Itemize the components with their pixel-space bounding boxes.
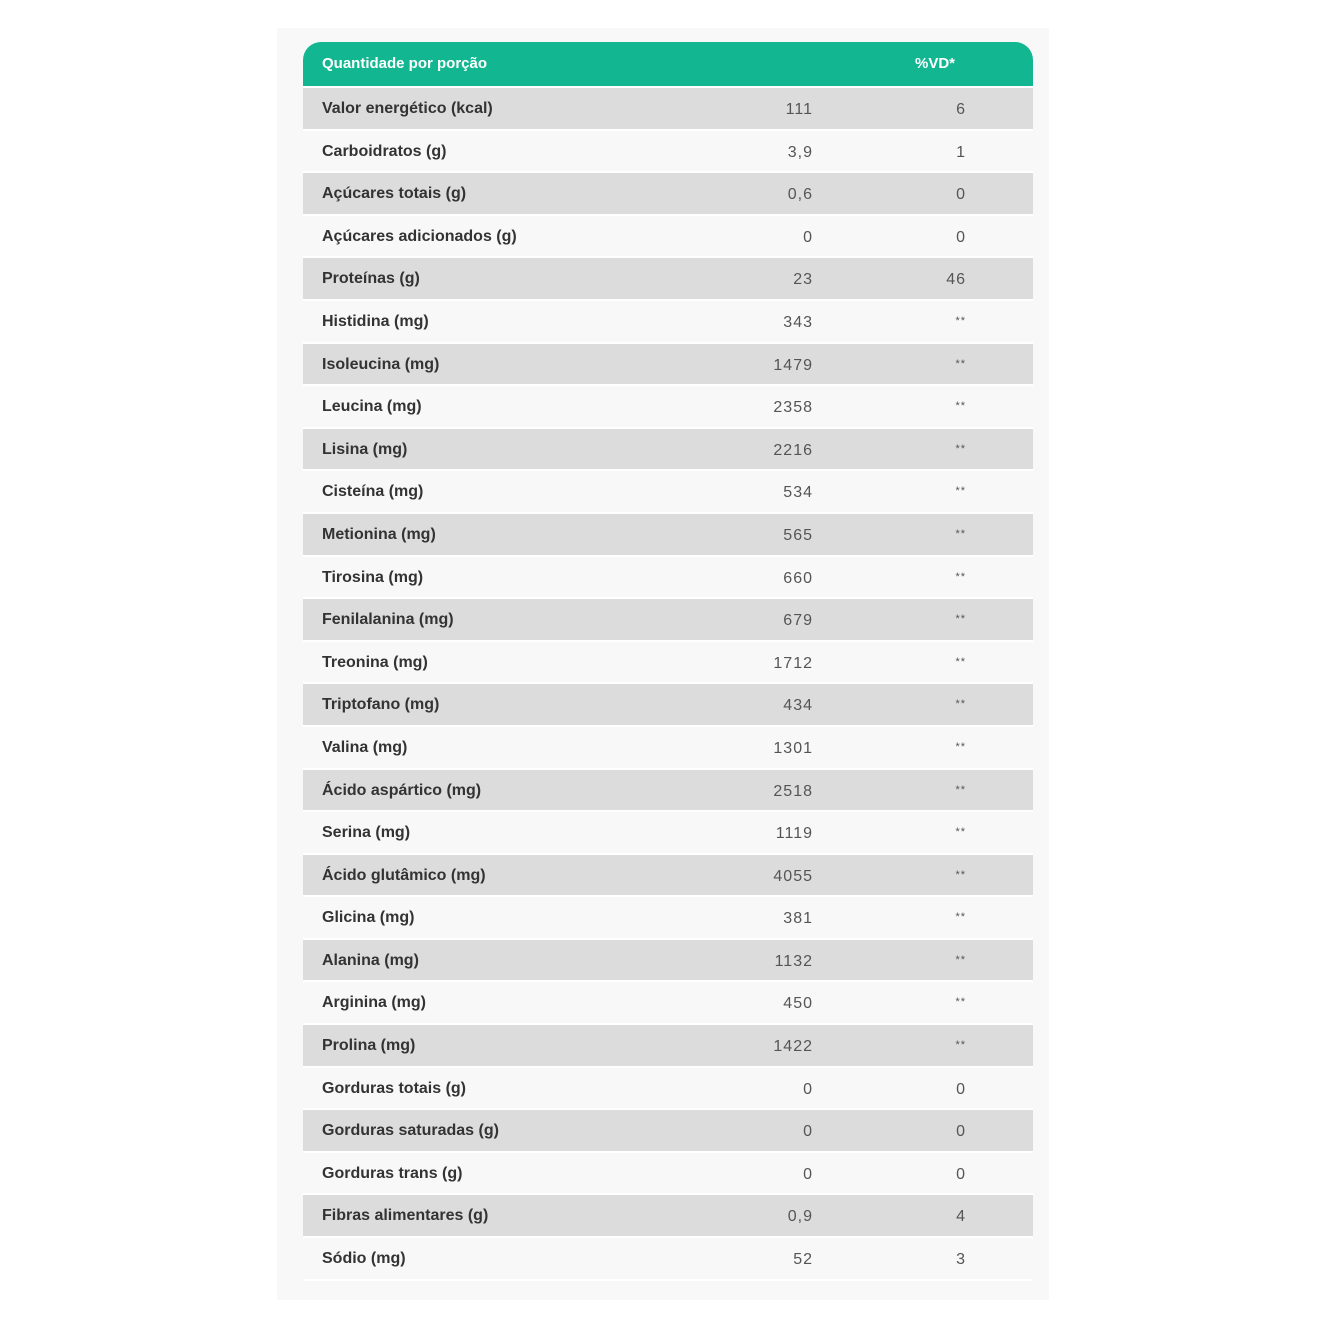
nutrient-daily-value: ** bbox=[955, 740, 966, 753]
nutrient-amount: 534 bbox=[783, 484, 813, 502]
nutrient-name: Açúcares adicionados (g) bbox=[322, 227, 517, 245]
nutrient-daily-value: ** bbox=[955, 655, 966, 668]
nutrient-daily-value: ** bbox=[955, 868, 966, 881]
nutrient-name: Valor energético (kcal) bbox=[322, 100, 493, 117]
nutrient-name: Arginina (mg) bbox=[322, 994, 426, 1012]
nutrient-name: Fibras alimentares (g) bbox=[322, 1207, 489, 1225]
table-row bbox=[303, 940, 1033, 983]
nutrient-daily-value: ** bbox=[955, 442, 966, 455]
nutrient-daily-value: ** bbox=[955, 613, 966, 626]
nutrient-daily-value: ** bbox=[955, 826, 966, 839]
nutrient-name: Ácido aspártico (mg) bbox=[322, 781, 482, 799]
table-row bbox=[303, 1068, 1033, 1111]
nutrient-amount: 4055 bbox=[773, 867, 813, 885]
nutrient-daily-value: ** bbox=[955, 783, 966, 796]
nutrient-name: Açúcares totais (g) bbox=[322, 185, 467, 203]
nutrient-daily-value: ** bbox=[955, 357, 966, 370]
nutrient-amount: 0 bbox=[803, 228, 813, 246]
table-row bbox=[303, 344, 1033, 387]
nutrient-daily-value: 0 bbox=[956, 1165, 966, 1183]
nutrient-daily-value: 0 bbox=[956, 186, 966, 204]
table-row bbox=[303, 1110, 1033, 1153]
table-row bbox=[303, 216, 1033, 259]
nutrient-amount: 52 bbox=[793, 1251, 813, 1269]
nutrient-daily-value: 0 bbox=[956, 1123, 966, 1141]
table-row bbox=[303, 1238, 1033, 1281]
nutrient-name: Valina (mg) bbox=[322, 738, 408, 756]
nutrient-amount: 0,9 bbox=[787, 1208, 813, 1226]
nutrient-amount: 450 bbox=[783, 995, 813, 1013]
table-row bbox=[303, 514, 1033, 557]
table-row bbox=[303, 599, 1033, 642]
nutrient-name: Triptofano (mg) bbox=[322, 696, 440, 714]
nutrient-amount: 0 bbox=[803, 1123, 813, 1141]
nutrient-daily-value: 4 bbox=[956, 1208, 966, 1226]
table-row bbox=[303, 642, 1033, 685]
nutrient-amount: 2518 bbox=[773, 782, 813, 800]
nutrient-amount: 1301 bbox=[773, 739, 813, 757]
nutrient-daily-value: 46 bbox=[946, 271, 966, 289]
table-row bbox=[303, 812, 1033, 855]
nutrient-amount: 679 bbox=[783, 612, 813, 630]
nutrient-amount: 111 bbox=[785, 101, 813, 118]
header-daily-value-label: %VD* bbox=[915, 55, 956, 72]
nutrient-daily-value: 0 bbox=[956, 228, 966, 246]
nutrient-daily-value: ** bbox=[955, 953, 966, 966]
nutrient-name: Fenilalanina (mg) bbox=[322, 611, 454, 629]
nutrient-daily-value: ** bbox=[955, 527, 966, 540]
nutrient-name: Metionina (mg) bbox=[322, 525, 436, 543]
nutrient-daily-value: ** bbox=[955, 485, 966, 498]
table-row bbox=[303, 1195, 1033, 1238]
nutrient-amount: 1422 bbox=[773, 1038, 813, 1056]
nutrient-amount: 0 bbox=[803, 1080, 813, 1098]
nutrient-daily-value: 3 bbox=[956, 1251, 966, 1269]
nutrient-daily-value: ** bbox=[955, 996, 966, 1009]
nutrient-name: Glicina (mg) bbox=[322, 909, 415, 927]
nutrient-amount: 1712 bbox=[773, 654, 813, 672]
table-row bbox=[303, 429, 1033, 472]
table-row bbox=[303, 727, 1033, 770]
nutrient-daily-value: 6 bbox=[956, 101, 966, 118]
nutrient-name: Serina (mg) bbox=[322, 824, 411, 842]
table-row bbox=[303, 88, 1033, 131]
nutrient-name: Carboidratos (g) bbox=[322, 142, 447, 160]
nutrient-name: Gorduras trans (g) bbox=[322, 1164, 463, 1182]
nutrient-daily-value: ** bbox=[955, 1039, 966, 1052]
nutrient-daily-value: 1 bbox=[956, 143, 966, 161]
table-row bbox=[303, 258, 1033, 301]
nutrient-name: Cisteína (mg) bbox=[322, 483, 424, 501]
table-row bbox=[303, 173, 1033, 216]
nutrient-daily-value: ** bbox=[955, 400, 966, 413]
table-row bbox=[303, 471, 1033, 514]
header-serving-label: Quantidade por porção bbox=[322, 55, 488, 72]
nutrient-name: Alanina (mg) bbox=[322, 951, 419, 969]
table-row bbox=[303, 770, 1033, 813]
nutrient-name: Sódio (mg) bbox=[322, 1250, 406, 1268]
nutrient-name: Lisina (mg) bbox=[322, 440, 408, 458]
nutrient-amount: 1132 bbox=[774, 952, 813, 970]
table-header bbox=[303, 42, 1033, 86]
nutrient-amount: 343 bbox=[783, 313, 813, 331]
nutrient-name: Leucina (mg) bbox=[322, 398, 422, 416]
nutrient-name: Histidina (mg) bbox=[322, 312, 429, 330]
nutrient-daily-value: 0 bbox=[956, 1080, 966, 1098]
table-row bbox=[303, 131, 1033, 174]
nutrient-amount: 660 bbox=[783, 569, 813, 587]
table-row bbox=[303, 1025, 1033, 1068]
table-row bbox=[303, 557, 1033, 600]
nutrient-name: Gorduras totais (g) bbox=[322, 1079, 467, 1097]
nutrient-amount: 565 bbox=[783, 526, 813, 544]
table-row bbox=[303, 897, 1033, 940]
table-row bbox=[303, 386, 1033, 429]
nutrient-name: Ácido glutâmico (mg) bbox=[322, 866, 486, 884]
nutrient-amount: 1479 bbox=[773, 356, 813, 374]
nutrient-name: Gorduras saturadas (g) bbox=[322, 1122, 499, 1140]
table-body bbox=[303, 88, 1033, 1281]
nutrient-amount: 2216 bbox=[773, 441, 813, 459]
nutrient-amount: 3,9 bbox=[787, 143, 813, 161]
nutrient-amount: 0,6 bbox=[787, 186, 813, 204]
table-row bbox=[303, 855, 1033, 898]
nutrient-daily-value: ** bbox=[955, 911, 966, 924]
table-row bbox=[303, 301, 1033, 344]
nutrient-amount: 2358 bbox=[773, 399, 813, 417]
table-row bbox=[303, 982, 1033, 1025]
nutrient-amount: 434 bbox=[783, 697, 813, 715]
nutrient-name: Treonina (mg) bbox=[322, 653, 428, 671]
nutrient-daily-value: ** bbox=[955, 570, 966, 583]
table-row bbox=[303, 684, 1033, 727]
nutrient-name: Tirosina (mg) bbox=[322, 568, 424, 586]
nutrient-amount: 1119 bbox=[775, 825, 813, 843]
nutrient-name: Isoleucina (mg) bbox=[322, 355, 440, 373]
nutrient-name: Proteínas (g) bbox=[322, 270, 420, 288]
nutrient-amount: 0 bbox=[803, 1165, 813, 1183]
nutrient-amount: 23 bbox=[793, 271, 813, 289]
nutrient-daily-value: ** bbox=[955, 698, 966, 711]
nutrient-daily-value: ** bbox=[955, 314, 966, 327]
nutrient-name: Prolina (mg) bbox=[322, 1037, 416, 1055]
table-row bbox=[303, 1153, 1033, 1196]
nutrition-table bbox=[303, 42, 1033, 1281]
nutrient-amount: 381 bbox=[783, 910, 813, 928]
